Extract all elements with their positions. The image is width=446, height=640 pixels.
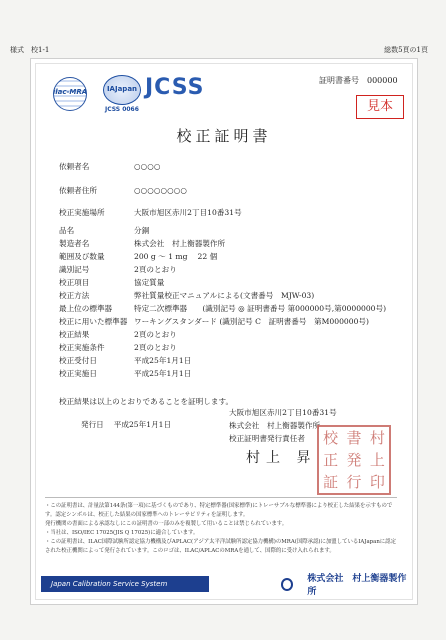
page-count: 総数5頁の1頁 [384,46,428,54]
field-row [59,316,369,327]
official-seal [317,425,391,495]
seal-char: 書 [346,429,362,447]
field-row [59,225,149,236]
note-item: ・当社は、ISO/IEC 17025(JIS Q 17025)に適合しています。 [45,530,199,536]
field-row [59,207,242,218]
field-value: 株式会社 村上衡器製作所 [134,239,226,248]
seal-char: 校 [323,429,339,447]
seal-char: 上 [369,451,385,469]
field-value: 2頁のとおり [134,330,177,339]
field-label: 校正受付日 [59,356,97,365]
form-label: 様式 校1-1 [10,46,50,54]
field-row [59,185,187,196]
field-value: 平成25年1月1日 [134,356,192,365]
certificate-document [30,58,418,605]
field-label: 校正実施日 [59,369,97,378]
company-logo-icon [281,578,293,591]
field-value: 分銅 [134,226,150,235]
certification-statement: 校正結果は以上のとおりであることを証明します。 [59,397,234,406]
footer-company-name: 株式会社 村上衡器製作所 [307,574,407,597]
field-label: 最上位の標準器 [59,304,113,313]
seal-char: 村 [369,429,385,447]
issuer-responsible: 校正証明書発行責任者 [229,434,305,443]
field-value: 特定二次標準器 (識別記号 ◎ 証明書番号 第000000号,第0000000号) [134,304,387,313]
issuer-address: 大阪市旭区赤川2丁目10番31号 [229,408,337,417]
iajapan-logo-text: IAJapan [106,85,138,93]
field-row [59,329,177,340]
field-label: 製造者名 [59,239,90,248]
field-label: 校正に用いた標準器 [59,317,128,326]
field-label: 校正結果 [59,330,90,339]
field-row [59,303,386,314]
field-value: ○○○○ [134,162,161,171]
jcss-number: JCSS 0066 [105,106,139,113]
issuer-company: 株式会社 村上衡器製作所 [229,421,321,430]
field-value: ○○○○○○○○ [134,186,188,195]
field-row [59,290,314,301]
field-value: 2頁のとおり [134,265,177,274]
issue-date: 発行日 平成25年1月1日 [81,420,172,429]
field-row [59,277,164,288]
field-value: 200 g ～ 1 mg 22 個 [134,252,218,261]
signature: 村上 昇 [246,450,317,466]
field-value: 大阪市旭区赤川2丁目10番31号 [134,208,242,217]
field-label: 範囲及び数量 [59,252,105,261]
seal-char: 印 [369,473,385,491]
field-row [59,161,161,172]
field-label: 校正項目 [59,278,90,287]
field-row [59,355,191,366]
footer-service-banner: Japan Calibration Service System [41,576,209,592]
seal-char: 行 [346,473,362,491]
sample-stamp: 見本 [356,95,404,119]
field-row [59,251,217,262]
field-value: 協定質量 [134,278,165,287]
field-label: 品名 [59,226,75,235]
page-title: 校正証明書 [176,127,272,145]
field-value: ワーキングスタンダード (識別記号 C 証明書番号 第M000000号) [134,317,369,326]
field-value: 2頁のとおり [134,343,177,352]
field-row [59,342,177,353]
field-row [59,264,177,275]
seal-char: 正 [323,451,339,469]
field-label: 識別記号 [59,265,90,274]
field-value: 平成25年1月1日 [134,369,192,378]
field-row [59,238,225,249]
footer [41,574,407,597]
field-label: 校正方法 [59,291,90,300]
note-item: 発行機関の書面による承認なしにこの証明書の一部のみを複製して用いることは禁じられています。 [45,521,288,527]
field-value: 弊社質量校正マニュアルによる(文書番号 MJW-03) [134,291,315,300]
ilac-logo-text: ilac-MRA [52,88,88,96]
jcss-logo: JCSS [145,75,205,100]
field-label: 校正実施条件 [59,343,105,352]
field-label: 校正実施場所 [59,208,105,217]
field-label: 依頼者住所 [59,186,97,195]
seal-char: 発 [346,451,362,469]
accreditation-logos [53,73,223,117]
notes-section [45,497,397,556]
note-item: ・この証明書は、計量法第144条(第一項)に基づくものであり、特定標準器(国家標準)にトレーサブルな標準器により校正した結果を示すものです。認定シンボルは、校正した結果の国家標準へのトレーサビリティを証明します。 [45,503,393,518]
seal-char: 証 [323,473,339,491]
note-item: ・この証明書は、ILAC国際試験所認定協力機構及びAPLAC(アジア太平洋試験所認定協力機構)のMRA(国際承認)に加盟しているIAJapanに認定された校正機関によって発行されています。このロゴは、ILAC/APLACのMRAを通して、国際的に受け入れられます。 [45,539,396,554]
field-row [59,368,191,379]
field-label: 依頼者名 [59,162,90,171]
certificate-number: 証明書番号 000000 [319,76,398,85]
